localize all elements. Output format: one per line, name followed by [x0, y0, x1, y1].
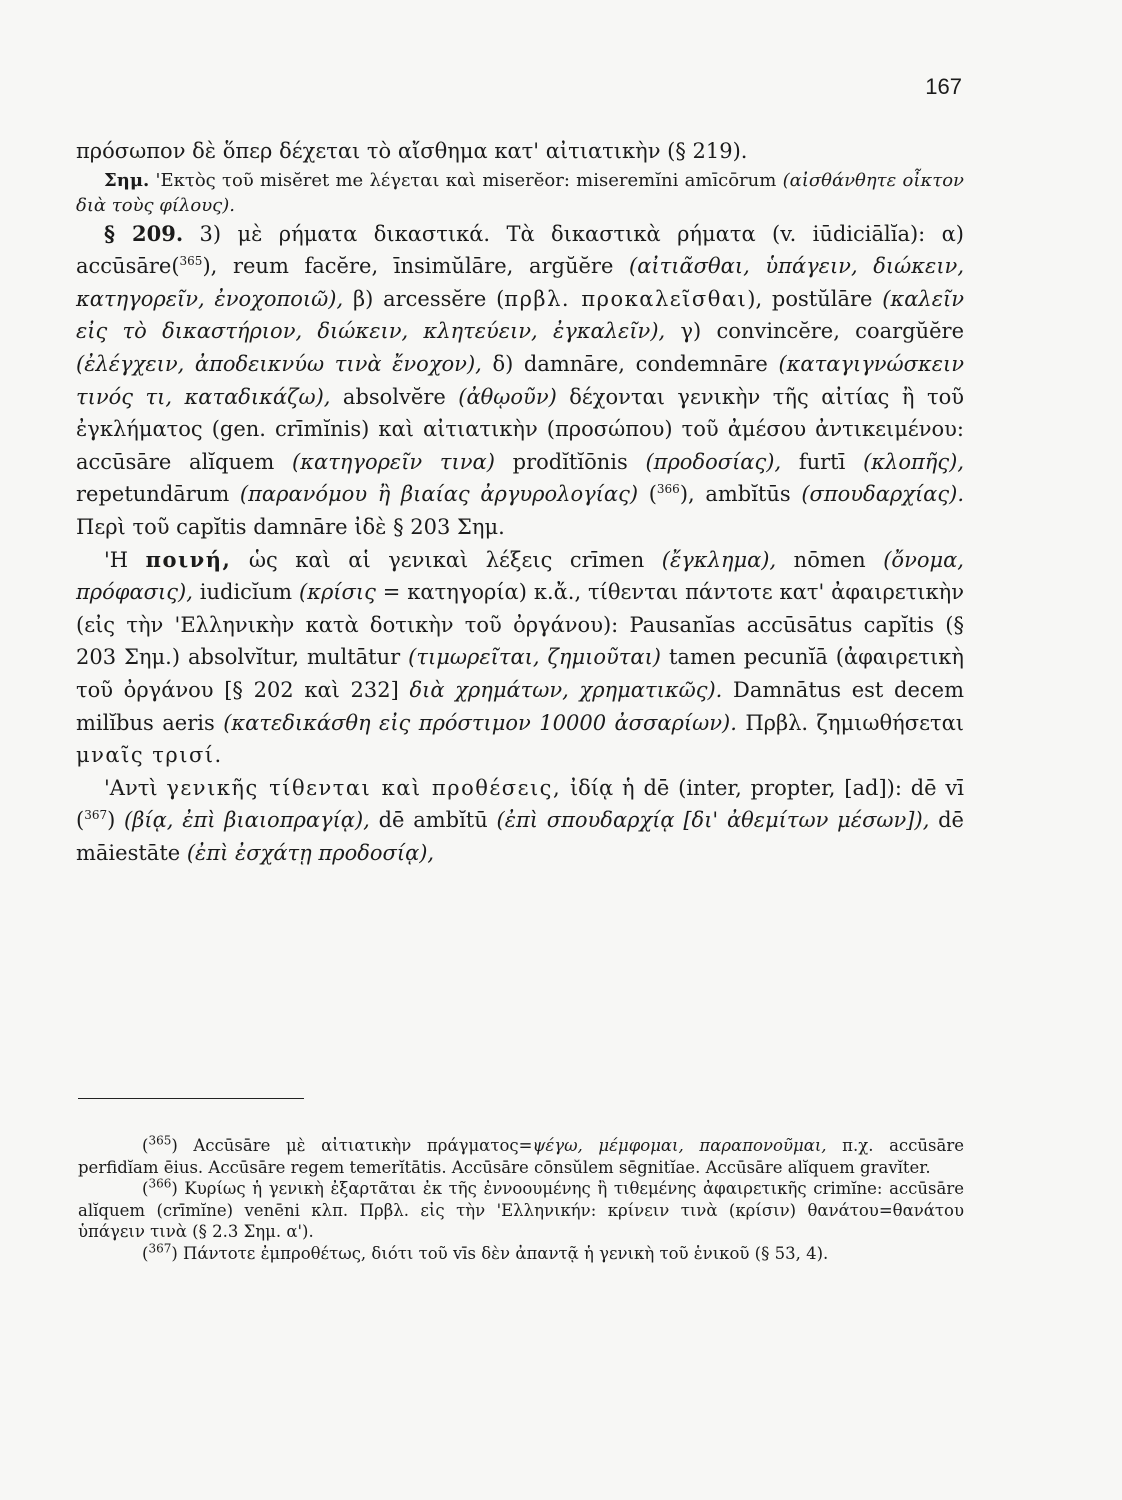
text-run: Κυρίως ἡ γενικὴ ἐξαρτᾶται ἐκ τῆς ἐννοουμένης ἢ τιθεμένης ἀφαιρετικῆς crimĭne: accūsāre alĭquem (crīmĭne) venēni κλπ. Πρβλ. εἰς τὴν 'Ελληνικήν: κρίνειν τινὰ (κρίσιν) θανάτου=θανάτου ὑπάγειν τινὰ (§ 2.3 Σημ. α').	[78, 1179, 964, 1241]
greek-gloss: (κατεδικάσθη εἰς πρόστιμον 10000 ἀσσαρίων).	[223, 710, 737, 735]
greek-gloss: (ἐλέγχειν, ἀποδεικνύω τινὰ ἔνοχον),	[76, 351, 482, 376]
footnote-ref-367: 367	[84, 808, 108, 823]
text-run: )	[107, 808, 125, 833]
footnotes	[78, 1135, 964, 1264]
greek-gloss: (καταγιγνώσκειν τινός τι, καταδικάζω),	[76, 351, 965, 409]
footnote-365: ($^{365}$) Accūsāre μὲ αἰτιατικὴν πράγματος=ψέγω, μέμφομαι, παραπονοῦμαι, π.χ. accūsāre perfidĭam ēius. Accūsāre regem temerĭtātis. Accūsāre cōnsŭlem sēgnitĭae. Accūsāre alĭquem gravĭter.	[78, 1133, 964, 1177]
text-run: absolvĕre	[330, 384, 459, 409]
section-number: § 209.	[104, 220, 184, 246]
footnote-367: ($^{367}$) Πάντοτε ἐμπροθέτως, διότι τοῦ vīs δὲν ἀπαντᾷ ἡ γενικὴ τοῦ ἑνικοῦ (§ 53, 4).	[142, 1241, 829, 1263]
greek-gloss: (ὄνομα, πρόφασις),	[76, 547, 964, 605]
bold-term: ποινή,	[145, 546, 232, 572]
text-run: ὡς καὶ αἱ γενικαὶ λέξεις crīmen	[231, 547, 662, 572]
greek-gloss: (ἐπὶ σπουδαρχίᾳ [δι' ἀθεμίτων μέσων]),	[496, 808, 930, 833]
greek-gloss: (σπουδαρχίας).	[801, 482, 964, 507]
footnote-number: 367	[148, 1241, 172, 1255]
text-run: ἰδίᾳ ἡ dē (inter, propter, [ad]): dē vī (	[76, 775, 964, 833]
text-run: Damnātus est decem milĭbus aeris	[76, 677, 964, 735]
note-greek: (αἰσθάνθητε οἶκτον διὰ τοὺς φίλους).	[76, 169, 964, 216]
greek-gloss: (ἔγκλημα),	[661, 547, 777, 572]
footnote-ref-365: 365	[179, 254, 203, 269]
greek-gloss: διὰ χρημάτων, χρηματικῶς).	[409, 677, 723, 702]
paragraph-1: πρόσωπον δὲ ὅπερ δέχεται τὸ αἴσθημα κατ' αἰτιατικὴν (§ 219).	[76, 139, 748, 163]
text-run: prodĭtĭōnis	[494, 449, 646, 474]
footnote-divider	[78, 1098, 304, 1099]
spaced-text: γενικῆς τίθενται καὶ προθέσεις,	[166, 775, 562, 800]
note-text: 'Εκτὸς τοῦ misĕret me λέγεται καὶ miserĕor: miseremĭni amīcōrum	[149, 169, 783, 191]
page-number: 167	[925, 74, 962, 99]
greek-gloss: (τιμωρεῖται, ζημιοῦται)	[408, 645, 661, 670]
text-run: ), reum facĕre, īnsimŭlāre, argŭĕre	[202, 254, 630, 279]
text-run: Accūsāre μὲ αἰτιατικὴν πράγματος=	[177, 1136, 533, 1155]
text-run: Περὶ τοῦ capĭtis damnāre ἰδὲ § 203 Σημ.	[76, 514, 505, 539]
footnote-number: 365	[148, 1133, 172, 1148]
spaced-text: πρβλ. προκαλεῖσθαι	[504, 286, 748, 311]
main-text	[76, 135, 964, 869]
note-paragraph	[76, 168, 964, 218]
text-run: (	[638, 482, 657, 507]
text-run: ), ambĭtūs	[679, 482, 802, 507]
greek-gloss: (ἐπὶ ἐσχάτῃ προδοσίᾳ),	[186, 840, 435, 865]
text-run: γ) convincĕre, coargŭĕre	[665, 319, 965, 344]
text-run: tamen pecunĭā (ἀφαιρετικὴ τοῦ ὀργάνου [§ 202 καὶ 232]	[76, 645, 964, 702]
greek-gloss: (βίᾳ, ἐπὶ βιαιοπραγίᾳ),	[124, 808, 370, 833]
spaced-text: μναῖς τρισί.	[76, 743, 223, 768]
greek-gloss: ψέγω, μέμφομαι, παραπονοῦμαι,	[532, 1136, 827, 1155]
text-run: δ) damnāre, condemnāre	[481, 351, 779, 376]
footnote-number: 366	[148, 1176, 172, 1191]
greek-gloss: (καλεῖν εἰς τὸ δικαστήριον, διώκειν, κλητεύειν, ἐγκαλεῖν),	[76, 286, 964, 344]
text-run: ), postŭlāre	[747, 286, 883, 311]
text-run: dē māiestāte	[76, 808, 964, 865]
text-run: furtī	[781, 449, 864, 474]
text-run: π.χ. accūsāre perfidĭam ēius. Accūsāre regem temerĭtātis. Accūsāre cōnsŭlem sēgnitĭae. Accūsāre alĭquem gravĭter.	[78, 1136, 964, 1177]
text-run: repetundārum	[76, 482, 240, 507]
text-run: 'Η	[104, 547, 146, 572]
note-label: Σημ.	[104, 169, 150, 191]
greek-gloss: (κρίσις	[299, 580, 376, 605]
text-run: dē ambĭtū	[369, 808, 497, 833]
greek-gloss: (παρανόμου ἢ βιαίας ἀργυρολογίας)	[239, 482, 639, 507]
text-run: Πρβλ. ζημιωθήσεται	[736, 710, 964, 735]
greek-gloss: (προδοσίας),	[645, 449, 782, 474]
section-heading: 3) μὲ ρήματα δικαστικά.	[183, 221, 491, 246]
text-run: δέχονται γενικὴν τῆς αἰτίας ἢ τοῦ ἐγκλήματος (gen. crīmĭnis) καὶ αἰτιατικὴν (προσώπου) τοῦ ἀμέσου ἀντικειμένου: accūsāre alĭquem	[76, 384, 964, 474]
footnote-366: ($^{366}$) Κυρίως ἡ γενικὴ ἐξαρτᾶται ἐκ τῆς ἐννοουμένης ἢ τιθεμένης ἀφαιρετικῆς crimĭne: accūsāre alĭquem (crīmĭne) venēni κλπ. Πρβλ. εἰς τὴν 'Ελληνικήν: κρίνειν τινὰ (κρίσιν) θανάτου=θανάτου ὑπάγειν τινὰ (§ 2.3 Σημ. α').	[78, 1176, 964, 1241]
section-209-paragraph	[76, 218, 964, 544]
text-run: Τὰ δικαστικὰ ρήματα (v. iūdiciālĭa): α) accūsāre(	[76, 221, 964, 279]
greek-gloss: (αἰτιᾶσθαι, ὑπάγειν, διώκειν, κατηγορεῖν, ἐνοχοποιῶ),	[76, 254, 964, 311]
text-run: β) arcessĕre (	[343, 286, 505, 311]
footnote-ref-366: 366	[656, 482, 680, 497]
paragraph-poine	[76, 544, 964, 772]
text-run: = κατηγορία) κ.ἄ., τίθενται πάντοτε κατ' ἀφαιρετικὴν (εἰς τὴν 'Ελληνικὴν κατὰ δοτικὴν τοῦ ὀργάνου): Pausanĭas accūsātus capĭtis (§ 203 Σημ.) absolvĭtur, multātur	[76, 580, 964, 670]
greek-gloss: (κατηγορεῖν τινα)	[292, 449, 495, 474]
text-run: Πάντοτε ἐμπροθέτως, διότι τοῦ vīs δὲν ἀπαντᾷ ἡ γενικὴ τοῦ ἑνικοῦ (§ 53, 4).	[177, 1243, 829, 1263]
text-run: 'Αντὶ	[104, 775, 167, 800]
greek-gloss: (ἀθῳοῦν)	[458, 384, 557, 409]
text-run: nōmen	[776, 547, 884, 572]
paragraph-prepositions	[76, 772, 964, 870]
greek-gloss: (κλοπῆς),	[863, 449, 964, 474]
text-run: iudicĭum	[192, 580, 299, 605]
